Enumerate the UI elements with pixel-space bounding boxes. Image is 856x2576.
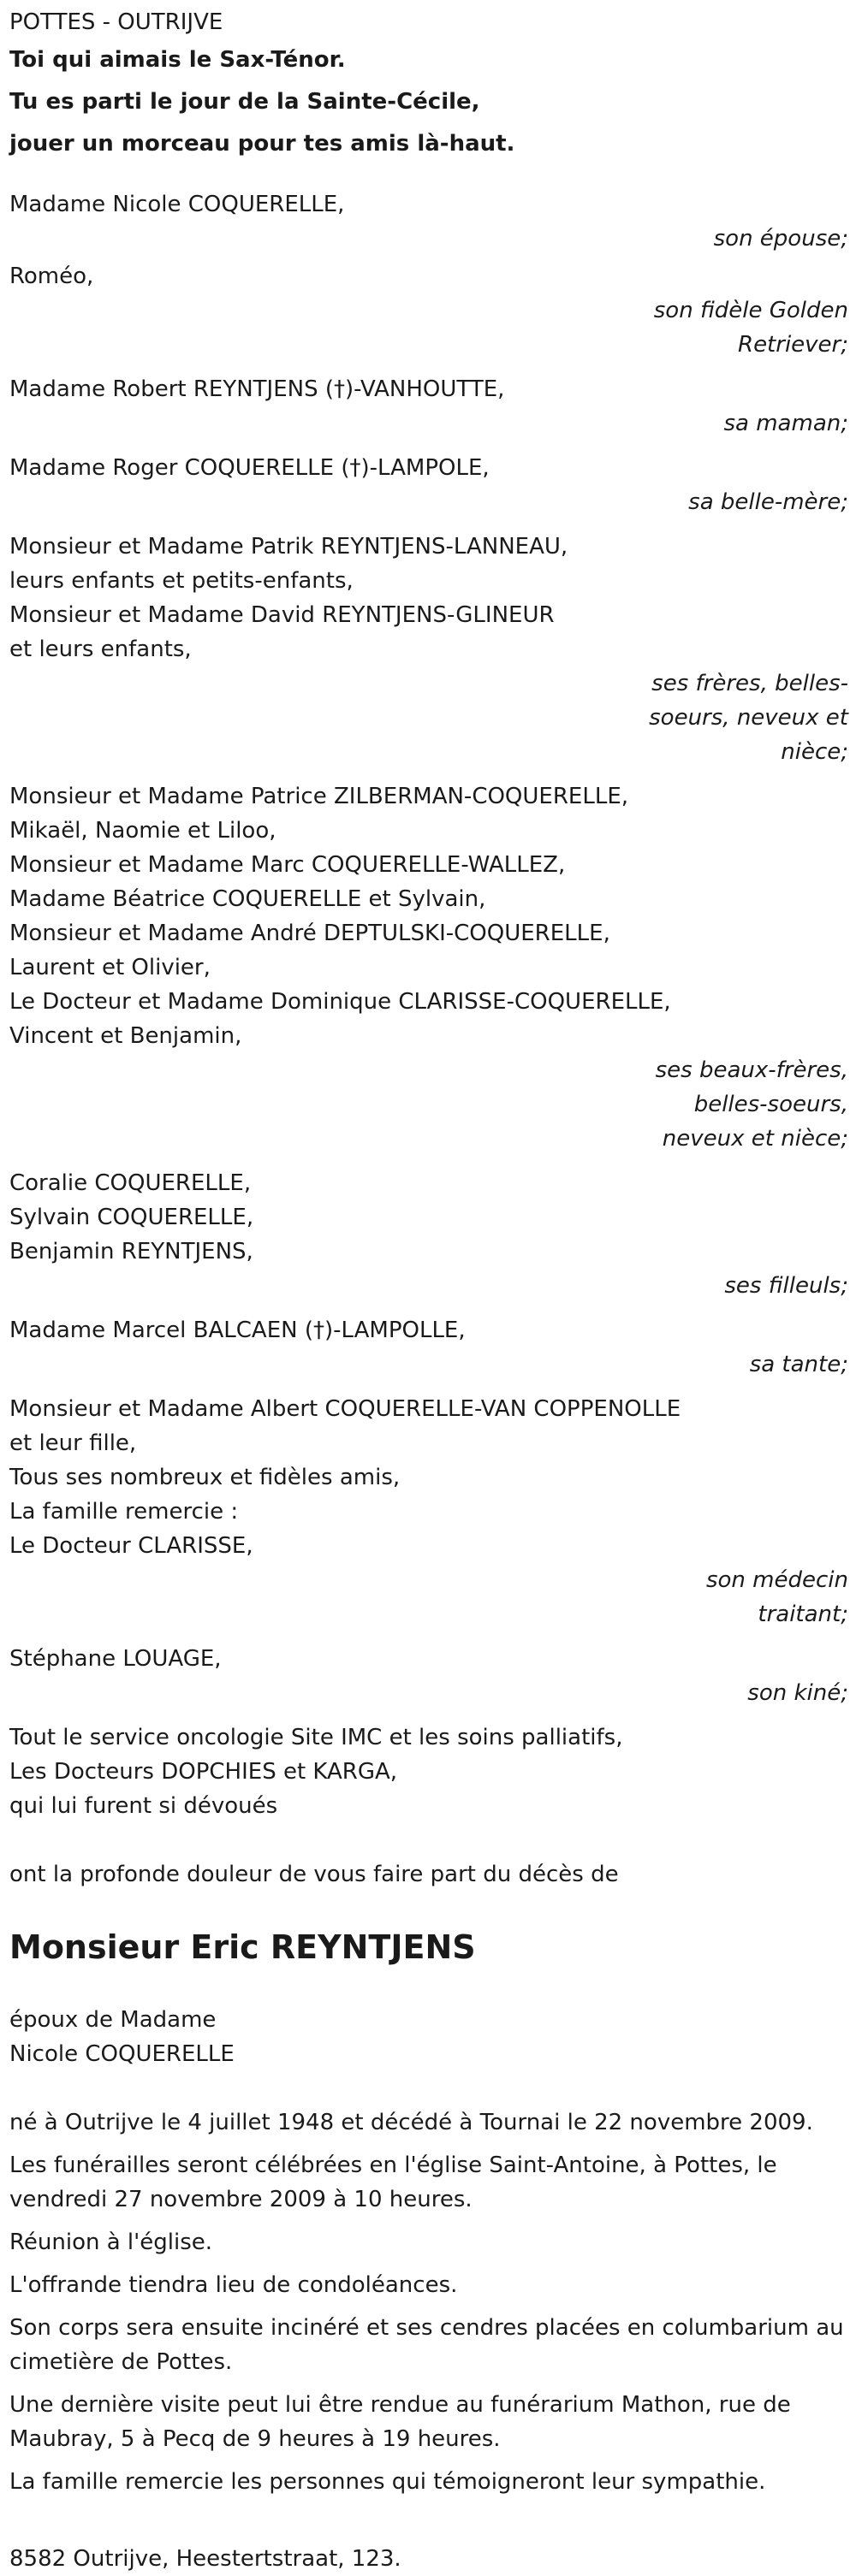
relation-label: son fidèle Golden: [653, 298, 848, 323]
deceased-name: Monsieur Eric REYNTJENS: [9, 1928, 476, 1966]
spouse-info: [9, 2003, 848, 2071]
verse-line: Toi qui aimais le Sax-Ténor.: [9, 47, 346, 73]
family-member-line: Monsieur et Madame Patrice ZILBERMAN-COQUERELLE,: [9, 784, 629, 809]
family-member-line: Les Docteurs DOPCHIES et KARGA,: [9, 1759, 398, 1785]
verse: [9, 39, 848, 165]
spacer: [9, 2508, 848, 2542]
cremation-paragraph: Son corps sera ensuite incinéré et ses cendres placées en columbarium au cimetière de Pottes.: [9, 2315, 844, 2375]
family-member-line: Benjamin REYNTJENS,: [9, 1239, 253, 1264]
family-group: [9, 1720, 848, 1823]
family-member-line: Tout le service oncologie Site IMC et les soins palliatifs,: [9, 1725, 623, 1750]
location-heading: POTTES - OUTRIJVE: [9, 9, 223, 35]
family-member-line: Mikaël, Naomie et Liloo,: [9, 818, 276, 844]
thanks-paragraph: La famille remercie les personnes qui témoigneront leur sympathie.: [9, 2469, 766, 2495]
family-group: [9, 530, 848, 769]
relation-label: soeurs, neveux et: [649, 705, 848, 731]
family-member-line: Madame Roger COQUERELLE (†)-LAMPOLE,: [9, 455, 490, 481]
relation-label: ses frères, belles-: [651, 671, 848, 696]
funeral-details: [9, 2105, 848, 2499]
relation-label: son kiné;: [747, 1680, 848, 1706]
family-group: [9, 1392, 848, 1631]
birth-death-paragraph: né à Outrijve le 4 juillet 1948 et décédé à Tournai le 22 novembre 2009.: [9, 2110, 813, 2135]
relation-label: sa belle-mère;: [688, 489, 848, 515]
family-list: [9, 187, 848, 1823]
relation-label: ses filleuls;: [724, 1273, 848, 1299]
spouse-line: époux de Madame: [9, 2007, 217, 2033]
verse-line: Tu es parti le jour de la Sainte-Cécile,: [9, 89, 480, 115]
family-member-line: et leurs enfants,: [9, 637, 192, 662]
family-group: [9, 372, 848, 441]
family-member-line: Madame Marcel BALCAEN (†)-LAMPOLLE,: [9, 1318, 466, 1343]
relation-label: ses beaux-frères,: [655, 1057, 848, 1083]
relation-label: son épouse;: [713, 226, 848, 252]
family-member-line: Le Docteur et Madame Dominique CLARISSE-COQUERELLE,: [9, 989, 671, 1015]
family-member-line: Stéphane LOUAGE,: [9, 1646, 222, 1672]
family-member-line: Sylvain COQUERELLE,: [9, 1205, 254, 1230]
funeral-paragraph: Les funérailles seront célébrées en l'église Saint-Antoine, à Pottes, le vendredi 27 novembre 2009 à 10 heures.: [9, 2153, 777, 2212]
family-member-line: et leur fille,: [9, 1430, 137, 1456]
family-member-line: Madame Nicole COQUERELLE,: [9, 192, 345, 217]
spouse-line: Nicole COQUERELLE: [9, 2041, 235, 2067]
family-member-line: Le Docteur CLARISSE,: [9, 1533, 253, 1559]
relation-label: nièce;: [781, 739, 848, 765]
family-member-line: Monsieur et Madame Albert COQUERELLE-VAN COPPENOLLE: [9, 1396, 681, 1422]
family-group: [9, 1313, 848, 1382]
family-group: [9, 1642, 848, 1710]
family-member-line: Monsieur et Madame David REYNTJENS-GLINEUR: [9, 602, 555, 628]
family-group: [9, 187, 848, 256]
offering-paragraph: L'offrande tiendra lieu de condoléances.: [9, 2272, 458, 2298]
verse-line: jouer un morceau pour tes amis là-haut.: [9, 131, 515, 157]
announcement: ont la profonde douleur de vous faire part du décès de: [9, 1862, 619, 1887]
relation-label: belles-soeurs,: [693, 1092, 848, 1117]
relation-label: neveux et nièce;: [662, 1126, 848, 1152]
relation-label: Retriever;: [738, 332, 848, 358]
visit-paragraph: Une dernière visite peut lui être rendue au funérarium Mathon, rue de Maubray, 5 à Pecq de 9 heures à 19 heures.: [9, 2392, 791, 2452]
family-member-line: Monsieur et Madame Patrik REYNTJENS-LANNEAU,: [9, 534, 568, 560]
family-member-line: Tous ses nombreux et fidèles amis,: [9, 1465, 401, 1490]
meeting-paragraph: Réunion à l'église.: [9, 2230, 213, 2255]
family-member-line: Madame Béatrice COQUERELLE et Sylvain,: [9, 886, 486, 912]
family-member-line: Roméo,: [9, 264, 94, 289]
family-group: [9, 779, 848, 1156]
family-group: [9, 1166, 848, 1303]
relation-label: sa tante;: [749, 1352, 848, 1377]
family-member-line: Coralie COQUERELLE,: [9, 1170, 252, 1196]
family-group: [9, 451, 848, 519]
family-member-line: qui lui furent si dévoués: [9, 1793, 278, 1819]
family-member-line: Monsieur et Madame André DEPTULSKI-COQUERELLE,: [9, 921, 610, 946]
address: 8582 Outrijve, Heestertstraat, 123.: [9, 2546, 401, 2572]
family-member-line: Monsieur et Madame Marc COQUERELLE-WALLEZ,: [9, 852, 566, 878]
family-group: [9, 259, 848, 362]
family-member-line: leurs enfants et petits-enfants,: [9, 568, 354, 594]
family-member-line: Madame Robert REYNTJENS (†)-VANHOUTTE,: [9, 376, 505, 402]
spacer: [9, 1823, 848, 1857]
family-member-line: La famille remercie :: [9, 1499, 239, 1525]
obituary-notice: [9, 5, 848, 2576]
family-member-line: Laurent et Olivier,: [9, 955, 211, 980]
family-member-line: Vincent et Benjamin,: [9, 1023, 242, 1049]
relation-label: sa maman;: [723, 411, 848, 436]
relation-label: son médecin: [705, 1567, 848, 1593]
spacer: [9, 2071, 848, 2105]
relation-label: traitant;: [758, 1602, 848, 1627]
